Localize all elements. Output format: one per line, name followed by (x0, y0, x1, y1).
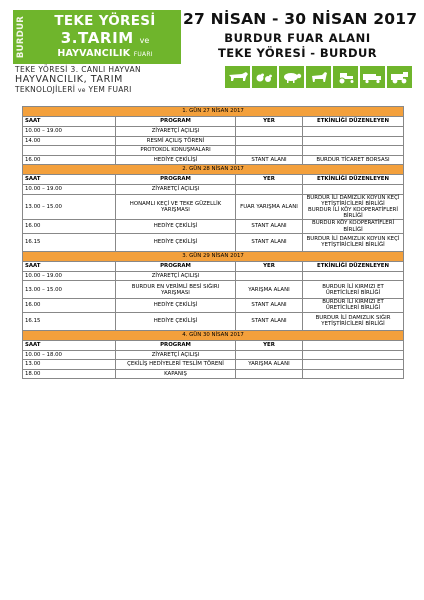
organizer-line: BURDUR İLİ KÖY KOOPERATİFLERİ BİRLİĞİ (308, 206, 398, 220)
sheep-icon (279, 66, 304, 88)
table-row: 10.00 – 19.00 ZİYARETÇİ AÇILIŞI (23, 271, 404, 281)
table-row: 16.00 HEDİYE ÇEKİLİŞİ STANT ALANI BURDUR İLİ KIRMIZI ET ÜRETİCİLERİ BİRLİĞİ (23, 299, 404, 312)
fair-title-block (13, 10, 181, 64)
cow-icon (225, 66, 250, 88)
fair-venue: BURDUR FUAR ALANI (224, 31, 371, 45)
table-row: 18.00 KAPANIŞ (23, 369, 404, 379)
burdur-vertical-label: BURDUR (16, 15, 27, 59)
fair-schedule-table (22, 106, 404, 379)
day-header-row: 2. GÜN 28 NİSAN 2017 (23, 165, 404, 175)
table-row: 16.15 HEDİYE ÇEKİLİŞİ STANT ALANI BURDUR İLİ DAMIZLIK SIĞIR YETİŞTİRİCİLERİ BİRLİĞİ (23, 312, 404, 330)
agri-icon-strip (225, 66, 412, 88)
table-row: PROTOKOL KONUŞMALARI (23, 146, 404, 156)
table-row: 10.00 – 19.00 ZİYARETÇİ AÇILIŞI (23, 127, 404, 137)
table-row: 14.00 RESMİ AÇILIŞ TÖRENİ (23, 136, 404, 146)
table-row: 13.00 ÇEKİLİŞ HEDİYELERİ TESLİM TÖRENİ YARIŞMA ALANI (23, 360, 404, 370)
truck-icon (360, 66, 385, 88)
organizer-line: BURDUR İLİ DAMIZLIK KOYUN KEÇİ YETİŞTİRİCİLERİ BİRLİĞİ (306, 194, 400, 207)
table-row: 16.15 HEDİYE ÇEKİLİŞİ STANT ALANI BURDUR İLİ DAMIZLIK KOYUN KEÇİ YETİŞTİRİCİLERİ BİRLİĞİ (23, 233, 404, 251)
column-header-row: SAAT PROGRAM YER (23, 340, 404, 350)
chicks-icon (252, 66, 277, 88)
table-row: 13.00 – 15.00 BURDUR EN VERİMLİ BESİ SIĞIRI YARIŞMASI YARIŞMA ALANI BURDUR İLİ KIRMIZI ET ÜRETİCİLERİ BİRLİĞİ (23, 281, 404, 299)
fair-date-block (183, 10, 418, 64)
combine-icon (387, 66, 412, 88)
tractor-icon (333, 66, 358, 88)
day-header-row: 3. GÜN 29 NİSAN 2017 (23, 251, 404, 261)
table-row: 16.00 HEDİYE ÇEKİLİŞİ STANT ALANI BURDUR TİCARET BORSASI (23, 155, 404, 165)
table-row: 13.00 – 15.00 HONAMLI KEÇİ VE TEKE GÜZELLİK YARIŞMASI FUAR YARIŞMA ALANI BURDUR İLİ DAMIZLIK KOYUN KEÇİ YETİŞTİRİCİLERİ BİRLİĞİ BURDUR İLİ KÖY KOOPERATİFLERİ BİRLİĞİ (23, 194, 404, 220)
day-header-row: 1. GÜN 27 NİSAN 2017 (23, 107, 404, 117)
column-header-row: SAAT PROGRAM YER ETKİNLİĞİ DÜZENLEYEN (23, 117, 404, 127)
column-header-row: SAAT PROGRAM YER ETKİNLİĞİ DÜZENLEYEN (23, 261, 404, 271)
fair-location: TEKE YÖRESİ - BURDUR (218, 46, 377, 60)
fair-title-line3: HAYVANCILIK FUARI (57, 48, 153, 59)
multi-organizer-cell (303, 194, 404, 220)
fair-title-line2: 3.TARIM ve (60, 29, 150, 47)
fair-dates: 27 NİSAN - 30 NİSAN 2017 (183, 10, 418, 28)
table-row: 10.00 – 19.00 ZİYARETÇİ AÇILIŞI (23, 185, 404, 195)
table-row: 16.00 HEDİYE ÇEKİLİŞİ STANT ALANI BURDUR KÖY KOOPERATİFLERİ BİRLİĞİ (23, 220, 404, 233)
fair-banner (13, 10, 418, 94)
fair-subtitle: TEKE YÖRESİ 3. CANLI HAYVAN HAYVANCILIK, TARIM TEKNOLOJİLERİ ve YEM FUARI (15, 65, 141, 94)
day-header-row: 4. GÜN 30 NİSAN 2017 (23, 330, 404, 340)
goat-icon (306, 66, 331, 88)
table-row: 10.00 – 18.00 ZİYARETÇİ AÇILIŞI (23, 350, 404, 360)
column-header-row: SAAT PROGRAM YER ETKİNLİĞİ DÜZENLEYEN (23, 175, 404, 185)
fair-title-line1: TEKE YÖRESİ (54, 13, 156, 29)
